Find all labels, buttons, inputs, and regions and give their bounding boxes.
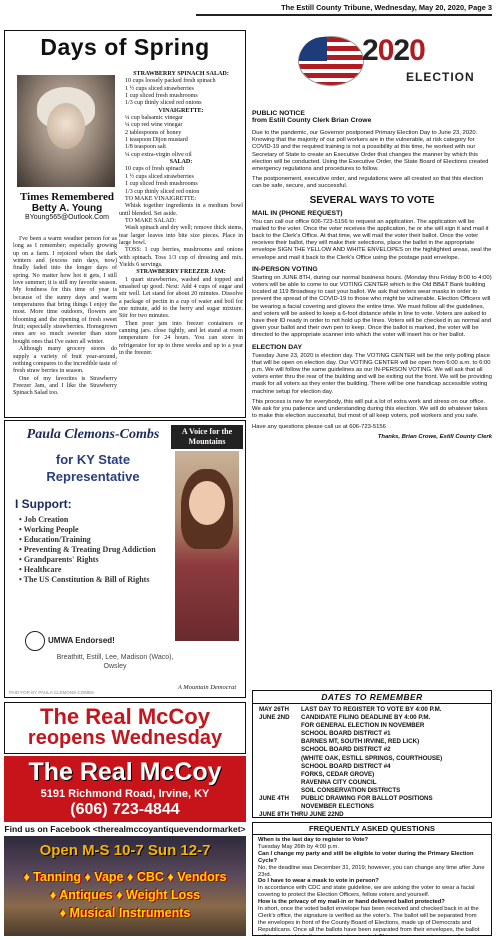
date-label — [259, 771, 301, 779]
ingredient: 10 cups loosely packed fresh spinach — [125, 78, 216, 85]
date-event: FORKS, CEDAR GROVE) — [301, 770, 375, 778]
date-label: JUNE 4TH — [259, 795, 289, 803]
notice-paragraph: Have any questions please call us at 606-723-5156 — [252, 423, 386, 430]
recipe-step: Then pour jam into freezer containers or canning jars. close tightly, and let stand at room temperature for 24 hours. You can store in refrigerator for up to three weeks and up to a year in the freezer. — [119, 320, 243, 357]
office-line: for KY State — [55, 452, 131, 467]
umwa-endorsement — [25, 631, 115, 651]
services-line: ♦ Musical Instruments — [59, 906, 191, 920]
date-label — [259, 763, 301, 771]
date-row — [259, 795, 485, 803]
notice-paragraph: Due to the pandemic, our Governor postponed Primary Election Day to June 23, 2020. Knowing that the majority of our poll workers are in the vulnerable, at risk category for COVID-19 and the required training is not a possibility at this time, he worked with our Secretary of State to create an Executive Order that changes the manner by which this election will be conducted. Using the Executive Order, the State Board of Elections created emergency regulations and procedures to follow. — [252, 130, 489, 173]
party-label: A Mountain Democrat — [177, 684, 237, 691]
ingredient: 1/8 teaspoon salt — [125, 144, 166, 151]
paid-for-note: PAID FOR BY PAULA CLEMONS-COMBS — [9, 690, 95, 695]
list-item: • Preventing & Treating Drug Addiction — [19, 545, 169, 555]
dates-list — [253, 704, 491, 818]
candidate-photo — [175, 451, 239, 641]
flag-icon — [298, 36, 364, 86]
notice-signature: Thanks, Brian Crowe, Estill County Clerk — [377, 433, 492, 440]
date-event: NOVEMBER ELECTIONS — [301, 803, 374, 811]
date-event: SCHOOL BOARD DISTRICT #2 — [301, 746, 391, 754]
date-row — [259, 803, 485, 811]
dates-title: DATES TO REMEMBER — [253, 691, 491, 704]
recipe-title: STRAWBERRY SPINACH SALAD: — [133, 71, 229, 77]
column-byline — [11, 191, 123, 221]
date-row — [259, 771, 485, 779]
author-name: Betty A. Young — [31, 203, 103, 214]
store-phone: (606) 723-4844 — [70, 801, 180, 818]
endorsement-text: UMWA Endorsed! — [48, 636, 115, 646]
date-label — [259, 803, 301, 811]
column-intro — [13, 236, 117, 398]
notice-paragraph: The postponement, executive order, and regulations were all created so that this election can be safe, secure, and successful. — [252, 176, 484, 190]
recipe-title: VINAIGRETTE: — [158, 107, 204, 114]
recipe-step: TO MAKE SALAD: — [125, 217, 177, 224]
date-label — [259, 746, 301, 754]
clemons-combs-ad — [4, 420, 246, 698]
facebook-line: Find us on Facebook <therealmccoyantiquevendormarket> — [4, 824, 246, 834]
ingredient: 1/3 cup thinly sliced red onion — [125, 188, 200, 195]
slogan: A Voice for the Mountains — [171, 425, 243, 449]
ingredient: 1 teaspoon Dijon mustard — [125, 137, 188, 144]
ingredient: ¼ cup red wine vinegar — [125, 122, 183, 129]
section-heading: IN-PERSON VOTING — [252, 265, 318, 273]
banner-line: The Real McCoy — [40, 704, 210, 729]
list-item: • Education/Training — [19, 535, 169, 545]
date-label — [259, 755, 301, 763]
date-row — [259, 763, 485, 771]
reopen-banner — [4, 702, 246, 754]
public-notice — [252, 110, 492, 444]
ingredient: 2 tablespoons of honey — [125, 129, 182, 136]
election-year: 2020 — [362, 34, 425, 67]
umwa-logo-icon — [25, 631, 45, 651]
counties: Breathitt, Estill, Lee, Madison (Waco), Owsley — [56, 654, 174, 670]
list-item: • Working People — [19, 525, 169, 535]
date-label — [259, 779, 301, 787]
section-heading: ELECTION DAY — [252, 343, 302, 351]
office-line: Representative — [46, 469, 140, 484]
date-label — [259, 738, 301, 746]
real-mccoy-ad — [4, 702, 246, 936]
services-line: ♦ Tanning ♦ Vape ♦ CBC ♦ Vendors — [23, 870, 227, 884]
faq-list — [253, 835, 491, 936]
date-row — [259, 722, 485, 730]
intro-paragraph: Although many grocery stores do supply a variety of fruit year-around, nothing compares to the incredible taste of fresh straw berries in season. — [13, 346, 117, 375]
ingredient: ¼ cup balsamic vinegar — [125, 115, 183, 122]
notice-paragraph: Tuesday June 23, 2020 is election day. The VOTING CENTER will be the only polling place that will be open on election day. Our VOTING CENTER will be open from 6:00 a.m. to 6:00 p.m. We will follow the same guidelines as our IN-PERSON VOTING. We will ask that all voters enter thru the rear of the building and will be exiting out the front. We will be providing mask for all voters as they enter the building. There will be one handicap accessible voting machine setup for election day. — [252, 352, 492, 395]
ingredient: 1 cup sliced fresh mushrooms — [125, 93, 198, 100]
column-title: Days of Spring — [40, 34, 210, 60]
date-event: LAST DAY TO REGISTER TO VOTE BY 4:00 P.M. — [301, 706, 442, 713]
list-item: • The US Constitution & Bill of Rights — [19, 575, 169, 585]
notice-from: from Estill County Clerk Brian Crowe — [252, 117, 372, 124]
date-label — [259, 722, 301, 730]
author-email[interactable]: BYoung565@Outlook.Com — [25, 214, 109, 221]
list-item: • Grandparents' Rights — [19, 555, 169, 565]
faq-question: How is the privacy of my mail-in or hand delivered ballot protected? — [258, 899, 445, 906]
recipe-title: STRAWBERRY FREEZER JAM: — [136, 269, 226, 276]
author-photo — [17, 75, 115, 187]
ingredient: 10 cups of fresh spinach — [125, 166, 185, 173]
days-of-spring-column — [4, 30, 246, 418]
date-row — [259, 811, 485, 818]
ways-heading: SEVERAL WAYS TO VOTE — [309, 194, 435, 206]
support-list — [19, 515, 169, 585]
notice-paragraph: You can call our office 606-723-5156 to request an application. The application will be mailed to the voter. Once the voter receives the application, he or she will sign it and mail it back to the Clerk's Office. At that time, we will mail the voter their ballot. Once the voter receives their ballot, they will make their selections, place the ballot in the appropriate envelope SIGN THE YELLOW AND WHITE ENVELOPES on the highlighted areas, seal the envelope and mail it back to the Clerk's Office using the postage paid envelope. — [252, 218, 492, 261]
date-event: FOR GENERAL ELECTION IN NOVEMBER — [301, 722, 425, 730]
page-header: The Estill County Tribune, Wednesday, May 20, 2020, Page 3 — [196, 3, 492, 16]
store-hours: Open M-S 10-7 Sun 12-7 — [39, 842, 211, 859]
faq-question: When is the last day to register to Vote? — [258, 837, 369, 843]
notice-title: PUBLIC NOTICE — [252, 110, 305, 117]
date-label — [259, 787, 301, 795]
date-row — [259, 706, 485, 714]
faq-box — [252, 822, 492, 936]
date-event: CANDIDATE FILING DEADLINE BY 4:00 P.M. — [301, 714, 431, 722]
recipe-step: 1 quart strawberries, washed and topped and smashed up good. Next: Add 4 cups of sugar and stir well. Let stand for about 20 minutes. Dissolve a package of pectin in a cup of water and boil for one minute, add to the berry and sugar mixture. Stir for two minutes. — [119, 276, 243, 320]
election-label: ELECTION — [406, 70, 475, 84]
date-label: MAY 26TH — [259, 706, 289, 713]
ingredient: ¼ cup extra-virgin olive oil — [125, 151, 192, 158]
date-event: RAVENNA CITY COUNCIL — [301, 778, 377, 786]
store-address: 5191 Richmond Road, Irvine, KY — [40, 788, 210, 800]
store-name: The Real McCoy — [28, 758, 222, 786]
support-heading: I Support: — [15, 497, 72, 511]
intro-paragraph: I've been a warm weather person for as long as I remember; especially growing up on a farm. I rejoiced when the dark winters and (excess rain days, now) finally faded into the longer days of spring. No matter how hot it gets, I still love summer; it is still my favorite season. My fondness for this time of year is because of the sunny days and warm temperatures that bring things I enjoy the most. More time outdoors, flowers are blooming and the ripening of fresh sweet fruit; especially strawberries. Homegrown ones are so much sweeter than store bought ones that I've eaten all winter. — [13, 236, 117, 345]
recipe-step: Wash spinach and dry well; remove thick stems, tear larger leaves into bite size pieces. Place in large bowl. — [119, 225, 243, 246]
faq-question: Do I have to wear a mask to vote in person? — [258, 878, 379, 885]
date-event: PUBLIC DRAWING FOR BALLOT POSITIONS — [301, 795, 433, 803]
faq-title: FREQUENTLY ASKED QUESTIONS — [253, 823, 491, 835]
recipes — [119, 71, 243, 357]
date-event: SCHOOL BOARD DISTRICT #4 — [301, 762, 391, 770]
services-line: ♦ Antiques ♦ Weight Loss — [49, 888, 201, 902]
date-label — [259, 730, 301, 738]
ingredient: 1 cup sliced fresh mushrooms — [125, 181, 198, 188]
notice-paragraph: This process is new for everybody, this will put a lot of extra work and stress on our office. We ask for you patience and understanding during this election. We will do whatever takes to make this election successful, but most of all keep voters, poll workers and you safe. — [252, 398, 488, 420]
section-heading: MAIL IN (PHONE REQUEST) — [252, 209, 343, 217]
ingredient: TO MAKE VINAIGRETTE: — [125, 195, 197, 202]
store-ad — [4, 756, 246, 936]
faq-answer: In short, once the voted ballot envelope has been received and checked back in at the Clerk's office, the signature is verified as the voter's. The ballot will be separated from the envelopes in front of the County Board of Elections, made up of Democrats and Republicans. Once all the ballots have been separated from their envelopes, the ballot — [258, 906, 480, 933]
date-row — [259, 730, 485, 738]
date-event: (WHITE OAK, ESTILL SPRINGS, COURTHOUSE) — [301, 754, 443, 762]
list-item: • Job Creation — [19, 515, 169, 525]
date-row — [259, 714, 485, 722]
date-row — [259, 779, 485, 787]
dates-to-remember — [252, 690, 492, 818]
date-row — [259, 755, 485, 763]
intro-paragraph: One of my favorites is Strawberry Freezer Jam, and I like the Strawberry Spinach Salad too. — [13, 375, 117, 397]
faq-answer: Tuesday May 26th by 4:00 p.m. — [258, 843, 339, 850]
candidate-name: Paula Clemons-Combs — [26, 427, 160, 442]
date-label: JUNE 8TH THRU JUNE 22ND — [259, 811, 344, 818]
date-event: SOIL CONSERVATION DISTRICTS — [301, 786, 401, 794]
faq-question: Can I change my party and still be eligible to voter during the Primary Election Cycle? — [258, 850, 474, 864]
date-label: JUNE 2ND — [259, 714, 290, 722]
ingredient: 1 ½ cups sliced strawberries — [125, 85, 194, 92]
faq-answer: No, the deadline was December 31, 2019; however, you can change any time after June 23rd. — [258, 864, 485, 878]
date-row — [259, 738, 485, 746]
store-photo — [4, 836, 246, 936]
recipe-step: Whisk together ingredients in a medium bowl until blended. Set aside. — [119, 203, 243, 217]
banner-line: reopens Wednesday — [27, 727, 223, 749]
recipe-step: TOSS: 1 cup berries, mushrooms and onions with spinach. Toss 1/3 cup of dressing and mix. Yields 6 servings. — [119, 247, 243, 268]
list-item: • Healthcare — [19, 565, 169, 575]
ingredient: 1/3 cup thinly sliced red onions — [125, 100, 202, 107]
date-event: SCHOOL BOARD DISTRICT #1 — [301, 730, 391, 738]
recipe-title: SALAD: — [169, 159, 193, 166]
date-row — [259, 787, 485, 795]
notice-paragraph: Starting on JUNE 8TH, during our normal business hours. (Monday thru Friday 8:00 to 4:00) voters will be able to come to our VOTING CENTER which is the Old BB&T Bank building located at 119 Broadway to cast your ballot. We ask that voters wear masks in order to prevent the spread of the COVID-19 to those who might be vulnerable. Election Officers will be wearing a facial covering and gloves the entire time. We must follow all the guidelines, and voters will be asked to keep a 6-foot distance while in line to vote. Voters are asked to have their ID ready in order to not hold up the lines. Voters will be checked in as normal and given your ballot and their own pen to keep. Once the ballot is marked, the voter will be directed to the appropriate scanner into which the voter will insert his or her ballot. — [252, 274, 492, 339]
date-event: BARNES MT, SOUTH IRVINE, RED LICK) — [301, 738, 420, 746]
ingredient: 1 ½ cups sliced strawberries — [125, 173, 194, 180]
faq-answer: In accordance with CDC and state guideline, we are asking the voter to wear a facial covering to protect the Election Officers, fellow voters and yourself. — [258, 885, 475, 899]
election-logo — [252, 30, 492, 102]
candidate-office — [9, 451, 177, 485]
date-row — [259, 746, 485, 754]
column-name: Times Remembered — [20, 191, 114, 203]
